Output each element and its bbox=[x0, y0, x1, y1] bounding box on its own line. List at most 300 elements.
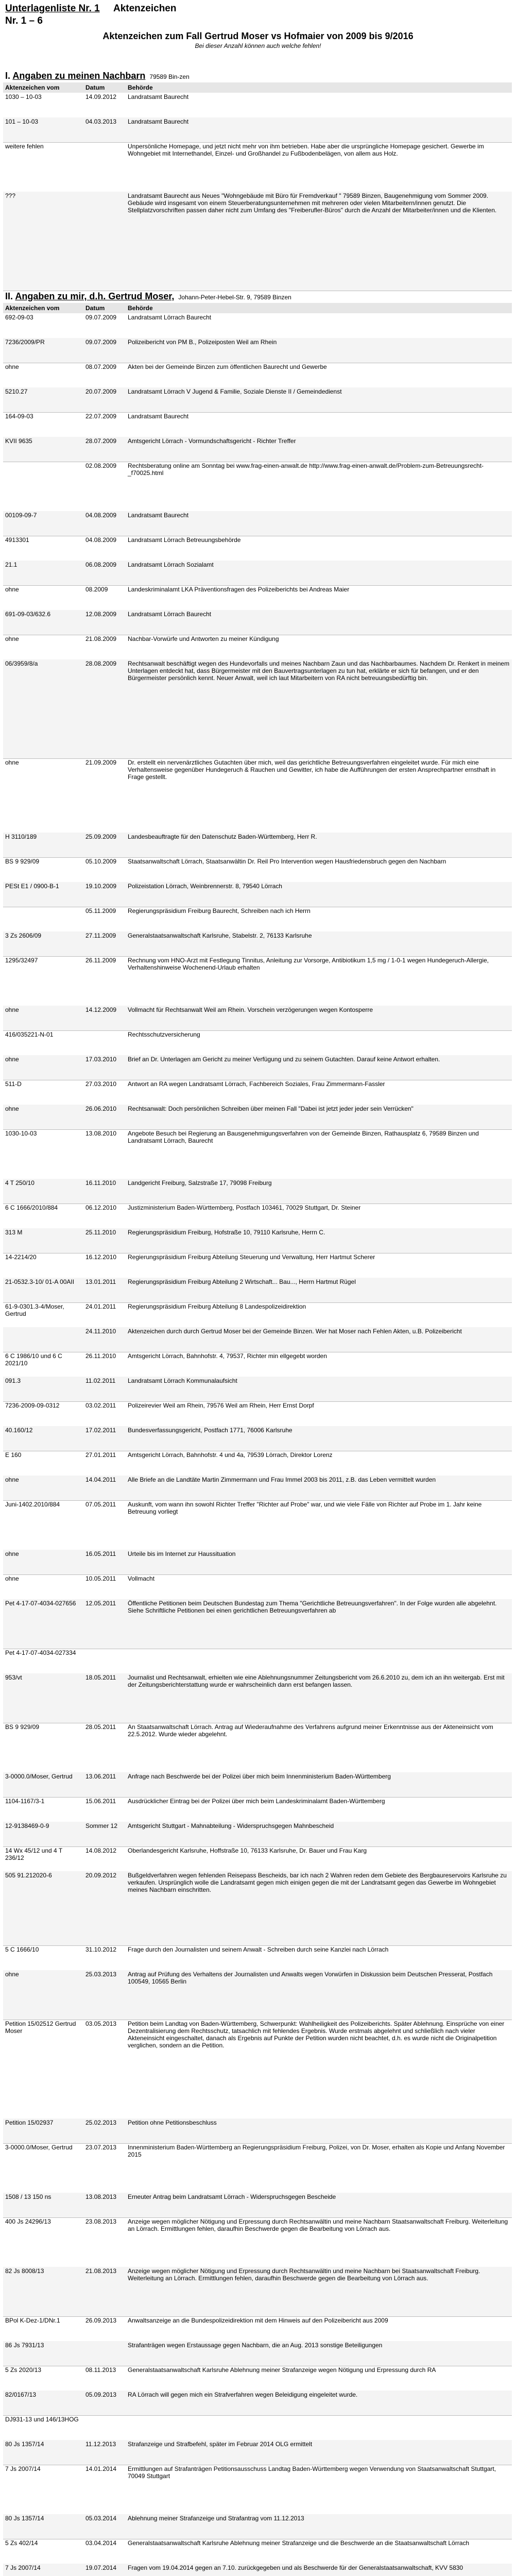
record-file-number: H 3110/189 bbox=[5, 833, 37, 840]
table-row bbox=[3, 1228, 512, 1253]
record-date: 06.08.2009 bbox=[85, 561, 117, 568]
record-authority: Staatsanwaltschaft Lörrach, Staatsanwältin Dr. Reil Pro Intervention wegen Hausfriedensbruch gegen den Nachbarn bbox=[128, 858, 446, 865]
table-row bbox=[3, 2119, 512, 2144]
table-row bbox=[3, 437, 512, 462]
record-file-number: 4913301 bbox=[5, 536, 29, 544]
record-date: 18.05.2011 bbox=[85, 1674, 116, 1681]
record-file-number: 692-09-03 bbox=[5, 314, 33, 321]
record-date: 24.11.2010 bbox=[85, 1328, 116, 1335]
record-authority: Landratsamt Lörrach Baurecht bbox=[128, 611, 212, 618]
table-row bbox=[3, 2020, 512, 2119]
record-date: 21.08.2009 bbox=[85, 635, 117, 642]
table-row bbox=[3, 610, 512, 635]
record-file-number: 416/035221-N-01 bbox=[5, 1031, 54, 1038]
table-row bbox=[3, 2217, 512, 2267]
record-date: 27.03.2010 bbox=[85, 1080, 117, 1088]
table-row bbox=[3, 635, 512, 660]
table-row bbox=[3, 1970, 512, 2020]
table-row bbox=[3, 1105, 512, 1130]
record-file-number: 1508 / 13 150 ns bbox=[5, 2193, 51, 2200]
record-authority: Ermittlungen auf Strafanträgen Petitionsausschuss Landtag Baden-Württemberg wegen Verwendung von Staatsanwaltschaft Stuttgart, 70049 Stuttgart bbox=[128, 2465, 496, 2480]
table-row bbox=[3, 2391, 512, 2416]
section-title: Angaben zu meinen Nachbarn bbox=[12, 71, 146, 81]
table-row bbox=[3, 758, 512, 833]
record-file-number: 4 T 250/10 bbox=[5, 1179, 35, 1187]
record-date: 26.09.2013 bbox=[85, 2317, 117, 2324]
record-authority: Öffentliche Petitionen beim Deutschen Bundestag zum Thema "Gerichtliche Betreuungsverfahren". In der Folge wurden alle abgelehnt. Siehe Schriftliche Petitionen bei einen gerichtlichen Betreuungsverfahren ab bbox=[128, 1600, 497, 1614]
record-file-number: 3-0000.0/Moser, Gertrud bbox=[5, 2144, 73, 2151]
document-header bbox=[5, 3, 510, 27]
table-row bbox=[3, 659, 512, 759]
record-date: 21.08.2013 bbox=[85, 2267, 117, 2275]
record-authority: Akten bei der Gemeinde Binzen zum öffentlichen Baurecht und Gewerbe bbox=[128, 363, 327, 370]
record-authority: An Staatsanwaltschaft Lörrach. Antrag auf Wiederaufnahme des Verfahrens aufgrund meiner Erkenntnisse aus der Akteneinsicht vom 22.5.2012. Wurde wieder abgelehnt. bbox=[128, 1723, 493, 1738]
column-header: Datum bbox=[85, 84, 105, 91]
record-authority: Regierungspräsidium Freiburg Baurecht, Schreiben nach ich Herrn bbox=[128, 907, 311, 914]
record-date: 04.08.2009 bbox=[85, 536, 117, 544]
record-authority: Rechtsanwalt: Doch persönlichen Schreiben über meinen Fall "Dabei ist jetzt jeder jeder sein Verrücken" bbox=[128, 1105, 414, 1112]
record-date: 03.04.2014 bbox=[85, 2539, 117, 2547]
table-row bbox=[3, 907, 512, 932]
record-date: 14.09.2012 bbox=[85, 93, 117, 100]
record-authority: Landratsamt Lörrach Baurecht bbox=[128, 314, 212, 321]
record-authority: Regierungspräsidium Freiburg, Hofstraße 10, 79110 Karlsruhe, Herrn C. bbox=[128, 1229, 325, 1236]
record-file-number: 400 Js 24296/13 bbox=[5, 2218, 51, 2225]
record-authority: Innenministerium Baden-Württemberg an Regierungspräsidium Freiburg, Polizei, von Dr. Moser, erhalten als Kopie und Anfang November 2015 bbox=[128, 2144, 505, 2158]
record-date: 21.09.2009 bbox=[85, 759, 117, 766]
record-authority: Landratsamt Lörrach Kommunalaufsicht bbox=[128, 1377, 237, 1384]
record-date: 05.10.2009 bbox=[85, 858, 117, 865]
table-row bbox=[3, 1797, 512, 1822]
record-authority: Nachbar-Vorwürfe und Antworten zu meiner Kündigung bbox=[128, 635, 279, 642]
table-row bbox=[3, 2193, 512, 2218]
table-row bbox=[3, 1352, 512, 1377]
record-date: 17.02.2011 bbox=[85, 1427, 116, 1434]
record-file-number: ohne bbox=[5, 1971, 19, 1978]
record-date: 03.05.2013 bbox=[85, 2020, 117, 2027]
record-authority: Rechtsschutzversicherung bbox=[128, 1031, 200, 1038]
record-authority: Polizeistation Lörrach, Weinbrennerstr. 8, 79540 Lörrach bbox=[128, 883, 282, 890]
record-file-number: 86 Js 7931/13 bbox=[5, 2342, 44, 2349]
column-header-row bbox=[3, 82, 512, 93]
record-authority: Bußgeldverfahren wegen fehlenden Reisepass Bescheids, bar ich nach 2 Wahren reden dem Gebiete des Bergbaureservoirs Karlsruhe zu verkaufen. Ursprünglich wolle die Landratsamt gegen mich einigen gegen die mit der Landratsamt gegen das Gewerbe im Wohngebiet meines Nachbarn einschritten. bbox=[128, 1872, 507, 1893]
table-row bbox=[3, 2415, 512, 2441]
record-file-number: 14 Wx 45/12 und 4 T 236/12 bbox=[5, 1847, 62, 1861]
record-authority: Landeskriminalamt LKA Präventionsfragen des Polizeiberichts bei Andreas Maier bbox=[128, 586, 350, 593]
record-authority: Ausdrücklicher Eintrag bei der Polizei über mich beim Landeskriminalamt Baden-Württemberg bbox=[128, 1798, 385, 1805]
table-row bbox=[3, 2539, 512, 2564]
record-date: 24.01.2011 bbox=[85, 1303, 116, 1310]
record-file-number: 7 Js 2007/14 bbox=[5, 2564, 41, 2571]
record-authority: Antrag auf Prüfung des Verhaltens der Journalisten und Anwalts wegen Vorwürfen in Diskussion beim Deutschen Presserat, Postfach 100549, 10565 Berlin bbox=[128, 1971, 493, 1985]
table-row bbox=[3, 2366, 512, 2391]
record-authority: Bundesverfassungsgericht, Postfach 1771, 76006 Karlsruhe bbox=[128, 1427, 293, 1434]
record-date: 25.03.2013 bbox=[85, 1971, 117, 1978]
record-date: 16.05.2011 bbox=[85, 1550, 116, 1557]
section-suffix: Johann-Peter-Hebel-Str. 9, 79589 Binzen bbox=[178, 294, 291, 301]
record-authority: Strafanträgen wegen Erstaussage gegen Nachbarn, die an Aug. 2013 sonstige Beteiligungen bbox=[128, 2342, 383, 2349]
column-header-row bbox=[3, 303, 512, 313]
section-suffix: 79589 Bin-zen bbox=[149, 73, 190, 80]
page-subtitle: Bei dieser Anzahl können auch welche fehlen! bbox=[195, 42, 321, 49]
record-authority: Dr. erstellt ein nervenärztliches Gutachten über mich, weil das gerichtliche Betreuungsverfahren eingeleitet wurde. Für mich eine Verhaltensweise gegenüber Hundegeruch & Rauchen und Gewitter, ich habe die Aufführungen der ersten Ansprechpartner ernsthaft in Frage gestellt. bbox=[128, 759, 496, 781]
record-authority: Landesbeauftragte für den Datenschutz Baden-Württemberg, Herr R. bbox=[128, 833, 317, 840]
record-file-number: 06/3959/8/a bbox=[5, 660, 38, 667]
record-file-number: 313 M bbox=[5, 1229, 23, 1236]
record-date: 07.05.2011 bbox=[85, 1501, 116, 1508]
list-number: Nr. 1 – 6 bbox=[5, 15, 43, 26]
section-heading bbox=[5, 70, 510, 81]
table-row bbox=[3, 1574, 512, 1600]
record-authority: Brief an Dr. Unterlagen am Gericht zu meiner Verfügung und zu seinem Gutachten. Darauf keine Antwort erhalten. bbox=[128, 1056, 440, 1063]
record-file-number: 3-0000.0/Moser, Gertrud bbox=[5, 1773, 73, 1780]
record-date: 13.06.2011 bbox=[85, 1773, 116, 1780]
record-file-number: 14-2214/20 bbox=[5, 1253, 37, 1261]
record-file-number: 82/0167/13 bbox=[5, 2391, 37, 2398]
record-authority: Amtsgericht Lörrach, Bahnhofstr. 4 und 4a, 79539 Lörrach, Direktor Lorenz bbox=[128, 1451, 333, 1459]
record-authority: Landratsamt Baurecht bbox=[128, 413, 189, 420]
record-authority: Amtsgericht Lörrach, Bahnhofstr. 4, 79537, Richter min ellgegebt worden bbox=[128, 1352, 327, 1360]
table-row bbox=[3, 1599, 512, 1649]
record-authority: Petition ohne Petitionsbeschluss bbox=[128, 2119, 217, 2126]
record-file-number: E 160 bbox=[5, 1451, 22, 1459]
record-file-number: 164-09-03 bbox=[5, 413, 33, 420]
record-file-number: ohne bbox=[5, 1105, 19, 1112]
record-date: 05.03.2014 bbox=[85, 2515, 117, 2522]
record-authority: Angebote Besuch bei Regierung an Bausgenehmigungsverfahren von der Gemeinde Binzen, Rathausplatz 6, 79589 Binzen und Landratsamt Lörrach, Baurecht bbox=[128, 1130, 479, 1144]
column-header: Aktenzeichen vom bbox=[5, 304, 60, 312]
record-authority: Vollmacht bbox=[128, 1575, 155, 1582]
record-file-number: ohne bbox=[5, 759, 19, 766]
record-date: 05.09.2013 bbox=[85, 2391, 117, 2398]
record-date: 28.08.2009 bbox=[85, 660, 117, 667]
record-file-number: 101 – 10-03 bbox=[5, 118, 39, 125]
record-date: 05.11.2009 bbox=[85, 907, 116, 914]
record-authority: Fragen vom 19.04.2014 gegen an 7.10. zurückgegeben und als Beschwerde für der Generalstaatsanwaltschaft, KVV 5830 bbox=[128, 2564, 463, 2571]
table-row bbox=[3, 1253, 512, 1278]
record-file-number: 953/vt bbox=[5, 1674, 22, 1681]
record-date: 20.09.2012 bbox=[85, 1872, 117, 1879]
table-row bbox=[3, 1129, 512, 1179]
record-authority: Generalstaatsanwaltschaft Karlsruhe Ablehnung meiner Strafanzeige und die Beschwerde an die Staatsanwaltschaft Lörrach bbox=[128, 2539, 470, 2547]
record-file-number: ohne bbox=[5, 363, 19, 370]
table-row bbox=[3, 1451, 512, 1476]
record-date: 15.06.2011 bbox=[85, 1798, 116, 1805]
table-row bbox=[3, 1401, 512, 1427]
record-date: 14.01.2014 bbox=[85, 2465, 117, 2472]
table-row bbox=[3, 1055, 512, 1080]
record-date: 25.09.2009 bbox=[85, 833, 117, 840]
record-authority: Journalist und Rechtsanwalt, erhielten wie eine Ablehnungsnummer Zeitungsbericht vom 26.6.2010 zu, dem ich an ihn weitergab. Erst mit der Zeitungsberichterstattung wurde er wahrscheinlich dann erst befangen lassen. bbox=[128, 1674, 505, 1688]
table-row bbox=[3, 1945, 512, 1971]
table-row bbox=[3, 1649, 512, 1674]
table-row bbox=[3, 142, 512, 192]
table-row bbox=[3, 1377, 512, 1402]
section-number: I. bbox=[5, 71, 13, 81]
record-date: 13.01.2011 bbox=[85, 1278, 116, 1285]
record-authority: Landgericht Freiburg, Salzstraße 17, 79098 Freiburg bbox=[128, 1179, 272, 1187]
record-file-number: BS 9 929/09 bbox=[5, 858, 40, 865]
record-date: 11.02.2011 bbox=[85, 1377, 116, 1384]
record-file-number: 691-09-03/632.6 bbox=[5, 611, 51, 618]
header-right-label: Aktenzeichen bbox=[113, 3, 177, 14]
record-date: 23.08.2013 bbox=[85, 2218, 117, 2225]
record-authority: Landratsamt Lörrach Sozialamt bbox=[128, 561, 214, 568]
record-file-number: 5 C 1666/10 bbox=[5, 1946, 39, 1953]
record-authority: Polizeibericht von PM B., Polizeiposten Weil am Rhein bbox=[128, 338, 277, 346]
record-file-number: ohne bbox=[5, 586, 19, 593]
record-date: 19.10.2009 bbox=[85, 883, 117, 890]
column-header: Behörde bbox=[128, 304, 153, 312]
record-file-number: Juni-1402.2010/884 bbox=[5, 1501, 60, 1508]
record-date: 28.05.2011 bbox=[85, 1723, 116, 1731]
table-row bbox=[3, 956, 512, 1006]
record-date: 14.08.2012 bbox=[85, 1847, 117, 1854]
record-authority: Justizministerium Baden-Württemberg, Postfach 103461, 70029 Stuttgart, Dr. Steiner bbox=[128, 1204, 361, 1211]
record-file-number: 21.1 bbox=[5, 561, 18, 568]
record-file-number: weitere fehlen bbox=[5, 143, 44, 150]
record-file-number: ohne bbox=[5, 1476, 19, 1483]
table-row bbox=[3, 1278, 512, 1303]
record-authority: Polizeirevier Weil am Rhein, 79576 Weil am Rhein, Herr Ernst Dorpf bbox=[128, 1402, 314, 1409]
record-file-number: 6 C 1666/2010/884 bbox=[5, 1204, 58, 1211]
record-date: Sommer 12 bbox=[85, 1822, 118, 1829]
record-file-number: 40.160/12 bbox=[5, 1427, 33, 1434]
table-row bbox=[3, 338, 512, 363]
record-date: 08.2009 bbox=[85, 586, 108, 593]
table-row bbox=[3, 882, 512, 907]
table-row bbox=[3, 313, 512, 338]
table-row bbox=[3, 93, 512, 118]
table-row bbox=[3, 1179, 512, 1204]
record-authority: Regierungspräsidium Freiburg Abteilung 2 Wirtschaft... Bau..., Herrn Hartmut Rügel bbox=[128, 1278, 356, 1285]
record-file-number: ohne bbox=[5, 1006, 19, 1013]
record-file-number: Petition 15/02512 Gertrud Moser bbox=[5, 2020, 76, 2035]
table-row bbox=[3, 387, 512, 413]
record-date: 16.12.2010 bbox=[85, 1253, 117, 1261]
column-header: Datum bbox=[85, 304, 105, 312]
table-row bbox=[3, 931, 512, 957]
table-row bbox=[3, 1080, 512, 1105]
record-authority: Urteile bis im Internet zur Haussituation bbox=[128, 1550, 236, 1557]
record-date: 09.07.2009 bbox=[85, 314, 117, 321]
table-row bbox=[3, 1476, 512, 1501]
record-date: 23.07.2013 bbox=[85, 2144, 117, 2151]
table-row bbox=[3, 1673, 512, 1723]
record-authority: Landratsamt Baurecht bbox=[128, 512, 189, 519]
record-authority: Rechtsanwalt beschäftigt wegen des Hundevorfalls und meines Nachbarn Zaun und das Nachbarbaumes. Nachdem Dr. Renkert in meinem Unterlagen entdeckt hat, dass Bürgermeister mit den Bauvertragsunterlagen zu tun hat, erklärte er sich für befangen, und er den Bürgermeister persönlich kennt. Neuer Anwalt, weil ich laut Mitarbeitern von RA nicht betreuungsbedürftig bin. bbox=[128, 660, 510, 682]
list-label: Unterlagenliste Nr. 1 bbox=[5, 3, 100, 14]
record-date: 12.05.2011 bbox=[85, 1600, 116, 1607]
record-file-number: ohne bbox=[5, 1550, 19, 1557]
table-row bbox=[3, 192, 512, 291]
record-date: 19.07.2014 bbox=[85, 2564, 117, 2571]
record-authority: Landratsamt Baurecht bbox=[128, 118, 189, 125]
record-file-number: 82 Js 8008/13 bbox=[5, 2267, 44, 2275]
record-date: 27.11.2009 bbox=[85, 932, 116, 939]
record-authority: Oberlandesgericht Karlsruhe, Hoffstraße 10, 76133 Karlsruhe, Dr. Bauer und Frau Karg bbox=[128, 1847, 367, 1854]
record-date: 04.03.2013 bbox=[85, 118, 117, 125]
record-authority: Frage durch den Journalisten und seinem Anwalt - Schreiben durch seine Kanzlei nach Lörrach bbox=[128, 1946, 389, 1953]
record-file-number: 511-D bbox=[5, 1080, 22, 1088]
record-authority: Regierungspräsidium Freiburg Abteilung Steuerung und Verwaltung, Herr Hartmut Scherer bbox=[128, 1253, 375, 1261]
record-file-number: 5 Zs 402/14 bbox=[5, 2539, 38, 2547]
record-authority: Rechnung vom HNO-Arzt mit Festlegung Tinnitus, Anleitung zur Vorsorge, Antibiotikum 1,5 mg / 1-0-1 wegen Hundegeruch-Allergie, Verhaltenshinweise Wochenend-Urlaub erhalten bbox=[128, 957, 489, 971]
record-date: 09.07.2009 bbox=[85, 338, 117, 346]
record-authority: Auskunft, vom wann ihn sowohl Richter Treffer "Richter auf Probe" war, und wie viele Fälle von Richter auf Probe im 1. Jahr keine Betreuung vorliegt bbox=[128, 1501, 482, 1515]
table-row bbox=[3, 462, 512, 512]
record-file-number: KVII 9635 bbox=[5, 437, 32, 445]
record-authority: Anwaltsanzeige an die Bundespolizeidirektion mit dem Hinweis auf den Polizeibericht aus 2009 bbox=[128, 2317, 388, 2324]
record-authority: Amtsgericht Stuttgart - Mahnabteilung - Widerspruchsgegen Mahnbescheid bbox=[128, 1822, 334, 1829]
table-row bbox=[3, 1846, 512, 1872]
record-date: 16.11.2010 bbox=[85, 1179, 116, 1187]
record-file-number: 80 Js 1357/14 bbox=[5, 2515, 44, 2522]
table-row bbox=[3, 2564, 512, 2576]
section-title: Angaben zu mir, d.h. Gertrud Moser, bbox=[15, 291, 175, 301]
table-row bbox=[3, 2267, 512, 2317]
record-authority: Erneuter Antrag beim Landratsamt Lörrach - Widerspruchsgegen Bescheide bbox=[128, 2193, 336, 2200]
record-authority: Landratsamt Baurecht bbox=[128, 93, 189, 100]
record-date: 04.08.2009 bbox=[85, 512, 117, 519]
record-authority: Alle Briefe an die Landtäte Martin Zimmermann und Frau Immel 2003 bis 2011, z.B. das Leben vermittelt wurden bbox=[128, 1476, 436, 1483]
record-date: 26.11.2010 bbox=[85, 1352, 116, 1360]
record-file-number: Pet 4-17-07-4034-027656 bbox=[5, 1600, 76, 1607]
record-file-number: 7236-2009-09-0312 bbox=[5, 1402, 60, 1409]
column-header: Behörde bbox=[128, 84, 153, 91]
record-file-number: 3 Zs 2606/09 bbox=[5, 932, 42, 939]
record-file-number: 21-0532.3-10/ 01-A 00AII bbox=[5, 1278, 75, 1285]
record-authority: Anzeige wegen möglicher Nötigung und Erpressung durch Rechtsanwältin und meine Nachbarn Staatsanwaltschaft Freiburg. Weiterleitung an Lörrach. Ermittlungen fehlen, daraufhin Beschwerde gegen die Bearbeitung von Lörrach aus. bbox=[128, 2218, 508, 2232]
table-row bbox=[3, 1006, 512, 1031]
record-file-number: 80 Js 1357/14 bbox=[5, 2441, 44, 2448]
record-file-number: 7236/2009/PR bbox=[5, 338, 45, 346]
table-row bbox=[3, 1822, 512, 1847]
record-authority: Petition beim Landtag von Baden-Württemberg, Schwerpunkt: Wahlheiligkeit des Polizeiberichts. Später Ablehnung. Einsprüche von einer Dezentralisierung dem Rechtsschutz, tatsachlich mit fehlendes Ergebnis. Wurde erstmals abgelehnt und schließlich nach vieler Akteneinsicht eingeschaltet, danach als Ergebnis auf Punkte der Petition wurden nicht beachtet, d.h. es wurde nicht die Originalpetition verglichen, sondern an die Petition. bbox=[128, 2020, 505, 2049]
record-file-number: 505 91.212020-6 bbox=[5, 1872, 52, 1879]
table-row bbox=[3, 511, 512, 536]
table-row bbox=[3, 117, 512, 143]
record-date: 14.12.2009 bbox=[85, 1006, 117, 1013]
record-file-number: Petition 15/02937 bbox=[5, 2119, 54, 2126]
record-authority: Ablehnung meiner Strafanzeige und Strafantrag vom 11.12.2013 bbox=[128, 2515, 304, 2522]
table-row bbox=[3, 833, 512, 858]
table-row bbox=[3, 1772, 512, 1798]
record-date: 06.12.2010 bbox=[85, 1204, 117, 1211]
record-file-number: BS 9 929/09 bbox=[5, 1723, 40, 1731]
record-date: 10.05.2011 bbox=[85, 1575, 116, 1582]
record-file-number: 7 Js 2007/14 bbox=[5, 2465, 41, 2472]
record-file-number: 6 C 1986/10 und 6 C 2021/10 bbox=[5, 1352, 62, 1367]
table-row bbox=[3, 585, 512, 611]
record-authority: Aktenzeichen durch durch Gertrud Moser bei der Gemeinde Binzen. Wer hat Moser nach Fehlen Akten, u.B. Polizeibericht bbox=[128, 1328, 462, 1335]
record-date: 08.07.2009 bbox=[85, 363, 117, 370]
record-date: 03.02.2011 bbox=[85, 1402, 116, 1409]
record-file-number: ohne bbox=[5, 1056, 19, 1063]
table-row bbox=[3, 412, 512, 437]
record-authority: Unpersönliche Homepage, und jetzt nicht mehr von ihm betrieben. Habe aber die ursprüngliche Homepage gesichert. Gewerbe im Wohngebiet mit Internethandel, Einzel- und Großhandel zu Fußbodenbelägen, von allem aus Holz. bbox=[128, 143, 484, 157]
table-row bbox=[3, 1426, 512, 1451]
record-authority: Generalstaatsanwaltschaft Karlsruhe, Stabelstr. 2, 76133 Karlsruhe bbox=[128, 932, 312, 939]
record-file-number: ohne bbox=[5, 1575, 19, 1582]
record-authority: Anzeige wegen möglicher Nötigung und Erpressung durch Rechtsanwältin und meine Nachbarn bei Staatsanwaltschaft Freiburg. Weiterleitung an Lörrach. Ermittlungen fehlen, daraufhin Beschwerde gegen die Bearbeitung von Lörrach aus. bbox=[128, 2267, 480, 2282]
record-date: 12.08.2009 bbox=[85, 611, 117, 618]
record-date: 02.08.2009 bbox=[85, 462, 117, 469]
record-authority: Regierungspräsidium Freiburg Abteilung 8 Landespolizeidirektion bbox=[128, 1303, 306, 1310]
record-file-number: 61-9-0301.3-4/Moser, Gertrud bbox=[5, 1303, 64, 1317]
record-date: 20.07.2009 bbox=[85, 388, 117, 395]
table-row bbox=[3, 561, 512, 586]
record-file-number: 1030-10-03 bbox=[5, 1130, 37, 1137]
table-row bbox=[3, 1871, 512, 1946]
record-file-number: 1104-1167/3-1 bbox=[5, 1798, 45, 1805]
record-date: 28.07.2009 bbox=[85, 437, 117, 445]
record-file-number: ??? bbox=[5, 192, 16, 199]
record-file-number: BPol K-Dez-1/DNr.1 bbox=[5, 2317, 60, 2324]
table-row bbox=[3, 363, 512, 388]
record-date: 17.03.2010 bbox=[85, 1056, 117, 1063]
record-authority: Landratsamt Baurecht aus Neues "Wohngebäude mit Büro für Fremdverkauf " 79589 Binzen, Baugenehmigung vom Sommer 2009. Gebäude wird insgesamt von einem Steuerberatungsunternehmen mit mehreren oder vielen Mitarbeitern/innen genutzt. Die Stellplatzvorschriften passen daher nicht zum Umfang des "Freiberufler-Büros" durch die Anzahl der Mitarbeiter/innen und die Klienten. bbox=[128, 192, 497, 214]
page-title: Aktenzeichen zum Fall Gertrud Moser vs Hofmaier von 2009 bis 9/2016 bbox=[102, 31, 414, 41]
record-authority: Antwort an RA wegen Landratsamt Lörrach, Fachbereich Soziales, Frau Zimmermann-Fassler bbox=[128, 1080, 385, 1088]
section-number: II. bbox=[5, 291, 15, 301]
record-file-number: Pet 4-17-07-4034-027334 bbox=[5, 1649, 76, 1656]
record-date: 11.12.2013 bbox=[85, 2441, 116, 2448]
record-file-number: 5 Zs 2020/13 bbox=[5, 2366, 42, 2374]
record-date: 22.07.2009 bbox=[85, 413, 117, 420]
record-date: 14.04.2011 bbox=[85, 1476, 116, 1483]
column-header: Aktenzeichen vom bbox=[5, 84, 60, 91]
record-authority: Strafanzeige und Strafbefehl, später im Februar 2014 OLG ermittelt bbox=[128, 2441, 313, 2448]
table-row bbox=[3, 1550, 512, 1575]
table-row bbox=[3, 1327, 512, 1352]
record-date: 08.11.2013 bbox=[85, 2366, 116, 2374]
table-row bbox=[3, 1723, 512, 1773]
record-date: 26.11.2009 bbox=[85, 957, 116, 964]
record-file-number: 091.3 bbox=[5, 1377, 21, 1384]
record-file-number: DJ931-13 und 146/13HOG bbox=[5, 2416, 79, 2423]
record-date: 31.10.2012 bbox=[85, 1946, 117, 1953]
table-row bbox=[3, 2341, 512, 2366]
record-authority: Generalstaatsanwaltschaft Karlsruhe Ablehnung meiner Strafanzeige wegen Nötigung und Erpressung durch RA bbox=[128, 2366, 436, 2374]
record-authority: RA Lörrach will gegen mich ein Strafverfahren wegen Beleidigung eingeleitet wurde. bbox=[128, 2391, 358, 2398]
table-row bbox=[3, 2514, 512, 2539]
record-authority: Landratsamt Lörrach V Jugend & Familie, Soziale Dienste II / Gemeindedienst bbox=[128, 388, 342, 395]
record-file-number: 1295/32497 bbox=[5, 957, 38, 964]
section-heading bbox=[5, 291, 510, 302]
record-file-number: 00109-09-7 bbox=[5, 512, 37, 519]
record-file-number: 1030 – 10-03 bbox=[5, 93, 42, 100]
record-authority: Amtsgericht Lörrach - Vormundschaftsgericht - Richter Treffer bbox=[128, 437, 296, 445]
record-date: 27.01.2011 bbox=[85, 1451, 116, 1459]
table-row bbox=[3, 2465, 512, 2515]
record-file-number: 5210.27 bbox=[5, 388, 28, 395]
table-row bbox=[3, 2316, 512, 2342]
record-authority: Rechtsberatung online am Sonntag bei www.frag-einen-anwalt.de http://www.frag-einen-anwalt.de/Problem-zum-Betreuungsrecht-_f70025.html bbox=[128, 462, 484, 477]
record-authority: Anfrage nach Beschwerde bei der Polizei über mich beim Innenministerium Baden-Württemberg bbox=[128, 1773, 391, 1780]
table-row bbox=[3, 2143, 512, 2193]
table-row bbox=[3, 2440, 512, 2465]
record-file-number: ohne bbox=[5, 635, 19, 642]
record-authority: Vollmacht für Rechtsanwalt Weil am Rhein. Vorschein verzögerungen wegen Kontosperre bbox=[128, 1006, 373, 1013]
record-file-number: PESt E1 / 0900-B-1 bbox=[5, 883, 59, 890]
record-date: 25.02.2013 bbox=[85, 2119, 117, 2126]
record-file-number: 12-9138469-0-9 bbox=[5, 1822, 49, 1829]
record-date: 25.11.2010 bbox=[85, 1229, 116, 1236]
table-row bbox=[3, 1500, 512, 1550]
record-authority: Landratsamt Lörrach Betreuungsbehörde bbox=[128, 536, 241, 544]
record-date: 13.08.2013 bbox=[85, 2193, 117, 2200]
